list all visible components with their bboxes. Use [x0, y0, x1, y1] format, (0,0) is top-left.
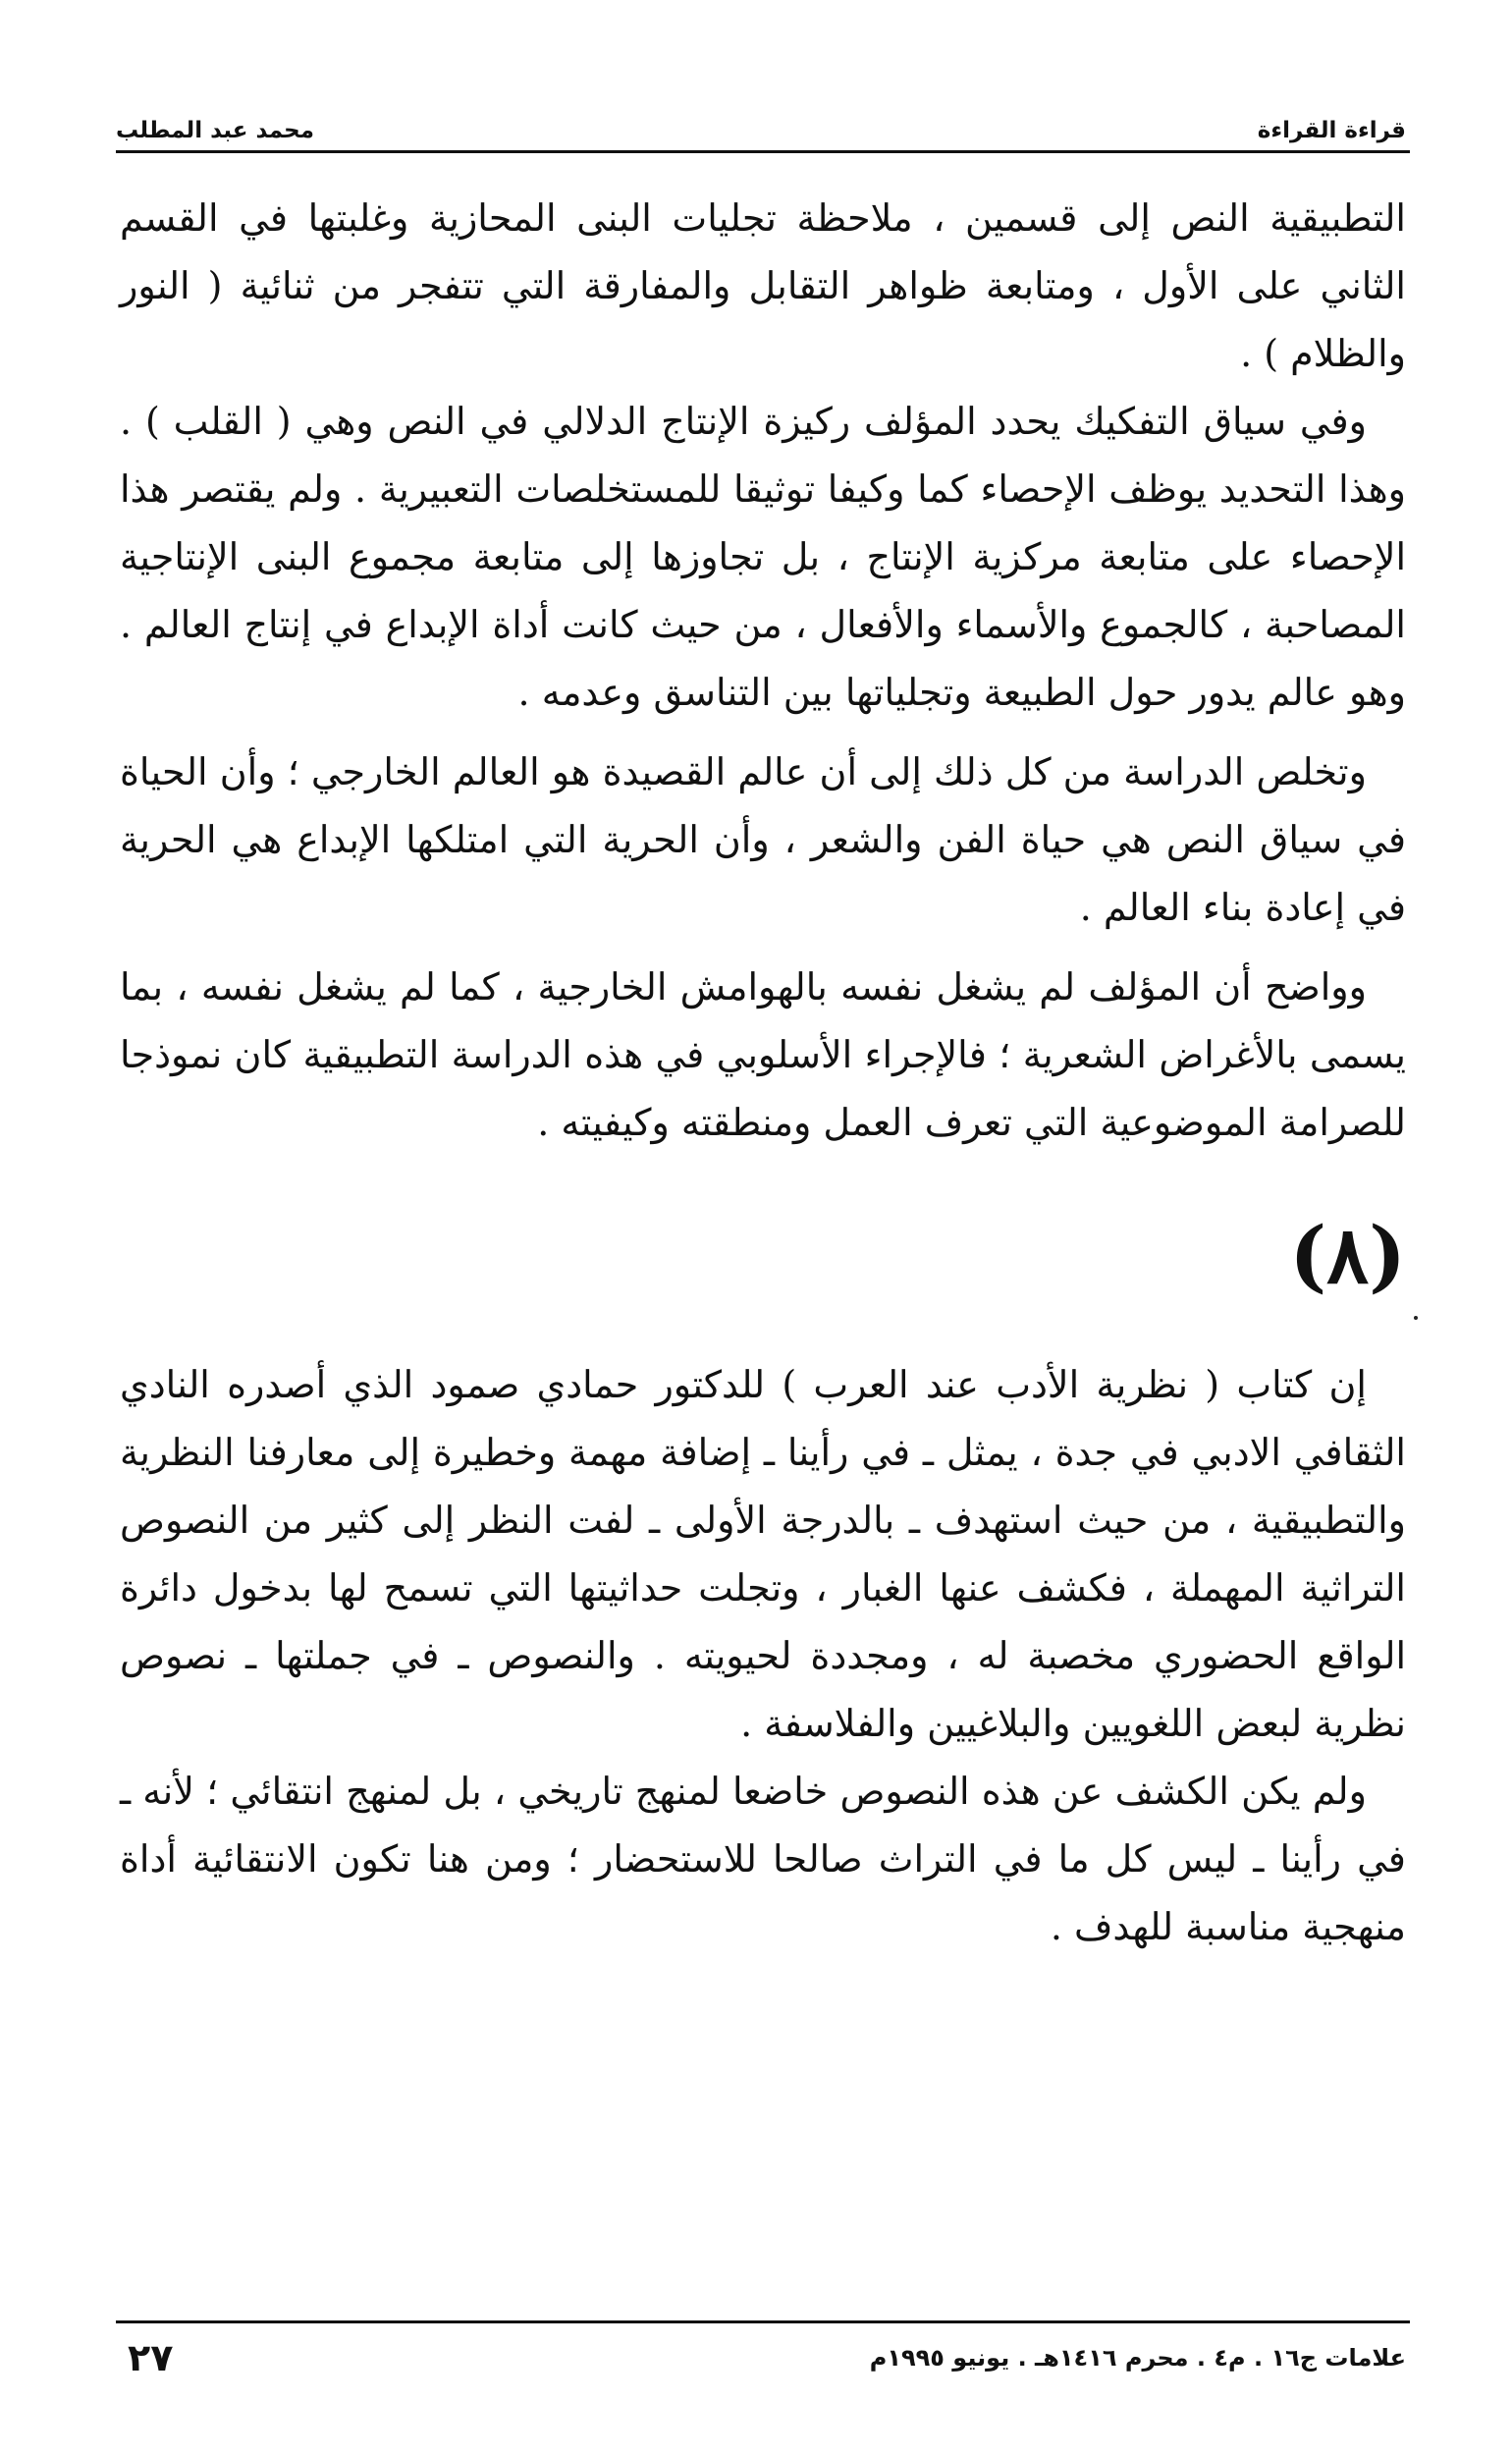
line: ( القلب ) . وهذا التحديد يوظف الإحصاء كما وكيفا توثيقا للمستخلصات: [120, 400, 1406, 511]
line: تسمح لها بدخول دائرة الواقع الحضوري مخصبة له ، ومجددة لحيويته .: [120, 1566, 1406, 1677]
header-author: محمد عبد المطلب: [116, 118, 315, 143]
line: انتقائي ؛ لأنه ـ في رأينا ـ ليس كل ما في التراث صالحا للاستحضار ؛ ومن هنا: [120, 1770, 1406, 1881]
line: بما يسمى بالأغراض الشعرية ؛ فالإجراء الأسلوبي في هذه الدراسة التطبيقية: [120, 965, 1406, 1076]
footer-divider: [116, 2320, 1410, 2323]
scan-speck: [1414, 1316, 1418, 1320]
line: النادي الثقافي الادبي في جدة ، يمثل ـ في رأينا ـ إضافة مهمة وخطيرة إلى معارفنا: [120, 1363, 1406, 1474]
line: وواضح أن المؤلف لم يشغل نفسه بالهوامش الخارجية ، كما لم يشغل نفسه ،: [176, 965, 1367, 1009]
paragraph-5: [120, 1351, 1406, 1758]
line: التعبيرية . ولم يقتصر هذا الإحصاء على متابعة مركزية الإنتاج ، بل تجاوزها: [120, 467, 1406, 578]
line: بين التناسق وعدمه .: [517, 671, 834, 714]
line: إن كتاب ( نظرية الأدب عند العرب ) للدكتور حمادي صمود الذي أصدره: [227, 1363, 1367, 1406]
line: ولم يكن الكشف عن هذه النصوص خاضعا لمنهج تاريخي ، بل لمنهج: [346, 1770, 1367, 1813]
journal-issue-info: علامات ج١٦ . م٤ . محرم ١٤١٦هـ . يونيو ١٩٩٥م: [869, 2344, 1406, 2372]
running-header: [116, 98, 1406, 143]
line: الثاني على الأول ، ومتابعة ظواهر التقابل والمفارقة التي تتفجر من ثنائية ( النور: [120, 264, 1406, 307]
line: كان نموذجا للصرامة الموضوعية التي تعرف العمل ومنطقته وكيفيته .: [120, 1033, 1406, 1144]
line: والنصوص ـ في جملتها ـ نصوص نظرية لبعض اللغويين والبلاغيين: [120, 1634, 1406, 1745]
page-footer: [128, 2333, 1406, 2382]
line: والظلام ) .: [1240, 332, 1406, 375]
line: هي الحرية في إعادة بناء العالم .: [120, 818, 1406, 929]
paragraph-3: [120, 738, 1406, 942]
line: النظرية والتطبيقية ، من حيث استهدف ـ بالدرجة الأولى ـ لفت النظر إلى كثير: [120, 1431, 1406, 1542]
paragraph-2: [120, 388, 1406, 727]
section-number: (٨): [1289, 1209, 1406, 1301]
line: وتخلص الدراسة من كل ذلك إلى أن عالم القصيدة هو العالم الخارجي ؛ وأن: [219, 750, 1367, 793]
article-body: [120, 185, 1406, 1961]
line: والفلاسفة .: [740, 1702, 916, 1745]
paragraph-6: [120, 1758, 1406, 1961]
paragraph-gap: [120, 942, 1406, 954]
paragraph-1: [120, 185, 1406, 388]
line: من النصوص التراثية المهملة ، فكشف عنها الغبار ، وتجلت حداثيتها التي: [120, 1499, 1406, 1609]
line: الحياة في سياق النص هي حياة الفن والشعر ، وأن الحرية التي امتلكها الإبداع: [120, 750, 1406, 861]
header-section-title: قراءة القراءة: [1257, 118, 1406, 143]
paragraph-4: [120, 954, 1406, 1157]
header-divider: [116, 150, 1410, 153]
line: وفي سياق التفكيك يحدد المؤلف ركيزة الإنتاج الدلالي في النص وهي: [304, 400, 1368, 443]
line: حيث كانت أداة الإبداع في إنتاج العالم . وهو عالم يدور حول الطبيعة وتجلياتها: [120, 603, 1406, 714]
line: التطبيقية النص إلى قسمين ، ملاحظة تجليات البنى المحازية وغلبتها في القسم: [120, 196, 1406, 240]
page-number: ٢٧: [128, 2336, 174, 2379]
line: إلى متابعة مجموع البنى الإنتاجية المصاحبة ، كالجموع والأسماء والأفعال ، من: [120, 535, 1406, 646]
paragraph-gap: [120, 727, 1406, 738]
line: تكون الانتقائية أداة منهجية مناسبة للهدف .: [120, 1837, 1406, 1948]
